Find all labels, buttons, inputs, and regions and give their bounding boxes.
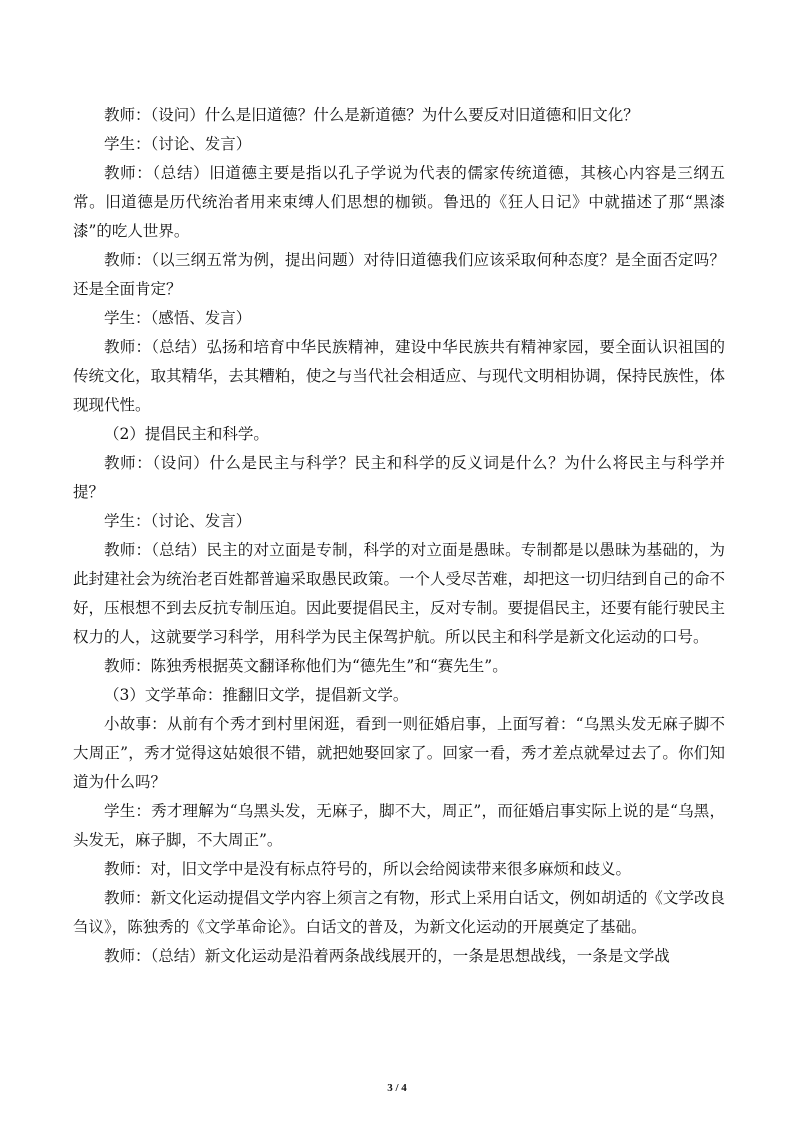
paragraph: 教师：（以三纲五常为例，提出问题）对待旧道德我们应该采取何种态度？是全面否定吗？还是全面肯定？ — [73, 251, 725, 298]
paragraph: 学生：（感悟、发言） — [104, 309, 252, 327]
page-number: 3 / 4 — [387, 1082, 407, 1094]
paragraph: 学生：（讨论、发言） — [104, 512, 252, 530]
paragraph: 教师：（总结）新文化运动是沿着两条战线展开的，一条是思想战线，一条是文学战 — [104, 947, 670, 965]
paragraph: 小故事：从前有个秀才到村里闲逛，看到一则征婚启事，上面写着：“乌黑头发无麻子脚不大周正”，秀才觉得这姑娘很不错，就把她娶回家了。回家一看，秀才差点就晕过去了。你们知道为什么吗？ — [73, 715, 725, 791]
section-heading: （3）文学革命：推翻旧文学，提倡新文学。 — [104, 686, 409, 704]
paragraph: 教师：（设问）什么是旧道德？什么是新道德？为什么要反对旧道德和旧文化？ — [104, 106, 639, 124]
paragraph: 教师：（总结）旧道德主要是指以孔子学说为代表的儒家传统道德，其核心内容是三纲五常。旧道德是历代统治者用来束缚人们思想的枷锁。鲁迅的《狂人日记》中就描述了那“黑漆漆”的吃人世界。 — [73, 164, 725, 240]
paragraph: 教师：陈独秀根据英文翻译称他们为“德先生”和“赛先生”。 — [104, 657, 508, 675]
paragraph: 教师：（总结）民主的对立面是专制，科学的对立面是愚昧。专制都是以愚昧为基础的，为此封建社会为统治老百姓都普遍采取愚民政策。一个人受尽苦难，却把这一切归结到自己的命不好，压根想不到去反抗专制压迫。因此要提倡民主，反对专制。要提倡民主，还要有能行驶民主权力的人，这就要学习科学，用科学为民主保驾护航。所以民主和科学是新文化运动的口号。 — [73, 541, 725, 646]
section-heading: （2）提倡民主和科学。 — [104, 425, 269, 443]
paragraph: 教师：（总结）弘扬和培育中华民族精神，建设中华民族共有精神家园，要全面认识祖国的传统文化，取其精华，去其糟粕，使之与当代社会相适应、与现代文明相协调，保持民族性，体现现代性。 — [73, 338, 725, 414]
paragraph: 学生：（讨论、发言） — [104, 135, 252, 153]
paragraph: 学生：秀才理解为“乌黑头发，无麻子，脚不大，周正”，而征婚启事实际上说的是“乌黑，头发无，麻子脚，不大周正”。 — [73, 802, 725, 849]
document-body — [73, 101, 725, 971]
paragraph: 教师：（设问）什么是民主与科学？民主和科学的反义词是什么？为什么将民主与科学并提？ — [73, 454, 725, 501]
paragraph: 教师：新文化运动提倡文学内容上须言之有物，形式上采用白话文，例如胡适的《文学改良刍议》，陈独秀的《文学革命论》。白话文的普及，为新文化运动的开展奠定了基础。 — [73, 889, 725, 936]
paragraph: 教师：对，旧文学中是没有标点符号的，所以会给阅读带来很多麻烦和歧义。 — [104, 860, 632, 878]
